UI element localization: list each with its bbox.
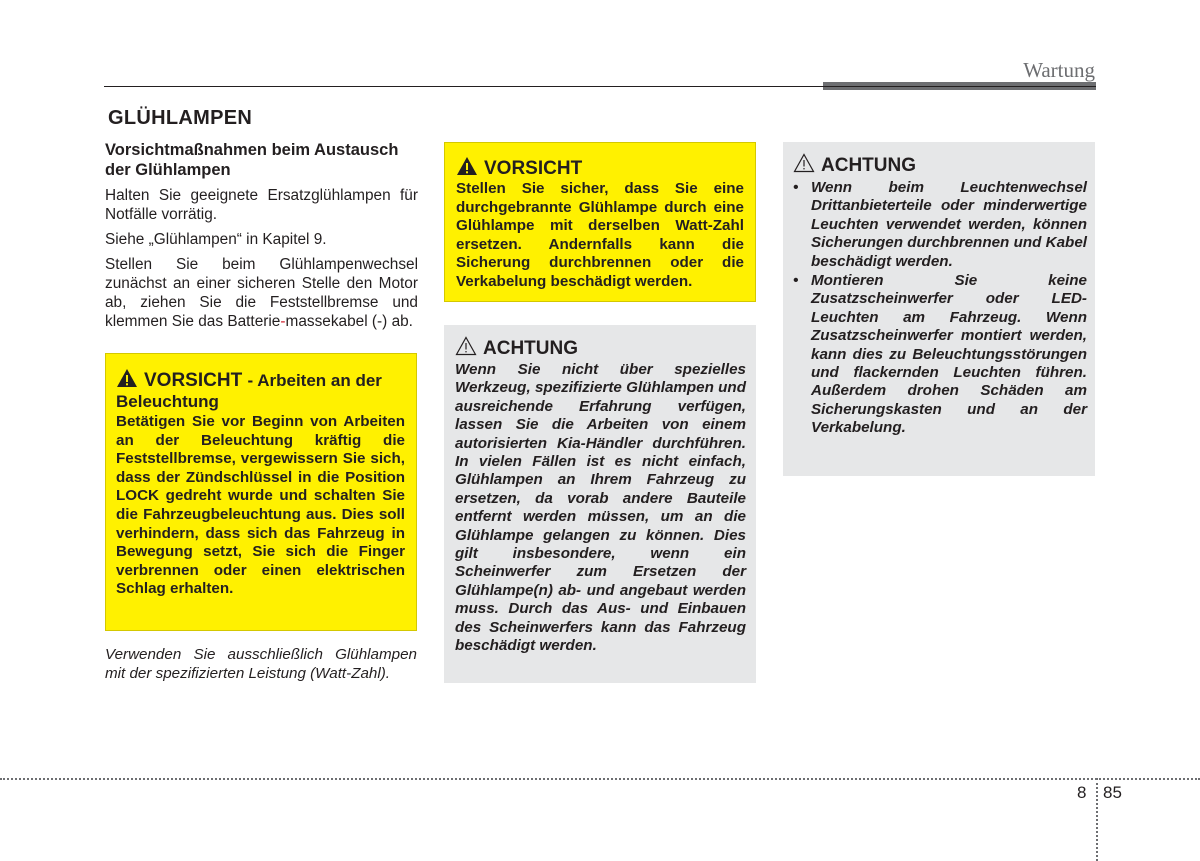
caution-title	[793, 153, 1087, 178]
caution-title-label: ACHTUNG	[821, 155, 916, 176]
warning-title-label: VORSICHT	[484, 158, 583, 179]
warning-title-label: VORSICHT	[144, 370, 243, 391]
warning-box-bulb-wattage	[444, 142, 756, 302]
bullet-text: Montieren Sie keine Zusatzscheinwerfer oder LED-Leuchten am Fahrzeug. Wenn Zusatzscheinwerfer montiert werden, kann dies zu Beleuchtungsstörungen und flackernden Leuchten führen. Außerdem drohen Schäden am Sicherungskasten und an der Verkabelung.	[811, 272, 1087, 437]
caution-title-label: ACHTUNG	[483, 338, 578, 359]
warning-triangle-icon	[456, 156, 478, 176]
running-header-title: Wartung	[1023, 58, 1095, 82]
warning-box-lighting-work	[105, 353, 417, 631]
caution-triangle-icon	[793, 153, 815, 173]
page-number: 85	[1103, 783, 1122, 802]
warning-triangle-icon	[116, 368, 138, 388]
section-heading: GLÜHLAMPEN	[108, 107, 253, 129]
caution-box-special-tools	[444, 325, 756, 683]
warning-title	[456, 156, 744, 179]
caution-triangle-icon	[455, 336, 477, 356]
list-item	[793, 179, 1087, 271]
warning-subtitle: - Arbeiten an der Beleuchtung	[116, 371, 382, 411]
list-item	[793, 272, 1087, 438]
bullet-text: Wenn beim Leuchtenwechsel Drittanbieterteile oder minderwertige Leuchten verwendet werden, können Sicherungen durchbrennen und Kabel beschädigt werden.	[811, 179, 1087, 270]
footer-dotted-divider	[1096, 778, 1098, 861]
engine-off-text: Stellen Sie beim Glühlampenwechsel zunächst an einer sicheren Stelle den Motor ab, ziehen Sie die Feststellbremse und klemmen Sie das Batterie	[105, 256, 418, 330]
caution-title	[455, 336, 746, 361]
warning-body: Stellen Sie sicher, dass Sie eine durchgebrannte Glühlampe durch eine Glühlampe mit derselben Watt-Zahl ersetzen. Andernfalls kann die Sicherung durchbrennen oder die Verkabelung beschädigt werden.	[456, 180, 744, 290]
bullet-dot: •	[793, 272, 799, 290]
hyphen-mark: -	[280, 313, 286, 330]
chapter-number: 8	[1077, 783, 1087, 802]
warning-title	[116, 368, 405, 412]
intro-column	[105, 140, 418, 337]
warning-body: Betätigen Sie vor Beginn von Arbeiten an der Beleuchtung kräftig die Feststellbremse, vergewissern Sie sich, dass der Zündschlüssel in die Position LOCK gedreht wurde und schalten Sie die Fahrzeugbeleuchtung aus. Dies soll verhindern, dass sich das Fahrzeug in Bewegung setzt, Sie sich die Finger verbrennen oder einen elektrischen Schlag erhalten.	[116, 413, 405, 598]
chapter-reference-paragraph: Siehe „Glühlampen“ in Kapitel 9.	[105, 231, 327, 248]
spare-bulbs-paragraph: Halten Sie geeignete Ersatzglühlampen für Notfälle vorrätig.	[105, 187, 418, 223]
bullet-dot: •	[793, 179, 799, 196]
caution-box-third-party-parts	[783, 142, 1095, 476]
precautions-subheading: Vorsichtmaßnahmen beim Austausch der Glühlampen	[105, 141, 399, 179]
engine-off-text-end: massekabel (-) ab.	[285, 313, 413, 330]
caution-body: Wenn Sie nicht über spezielles Werkzeug, spezifizierte Glühlampen und ausreichende Erfahrung verfügen, lassen Sie die Arbeiten von einem autorisierten Kia-Händler durchführen. In vielen Fällen ist es nicht einfach, Glühlampen an Ihrem Fahrzeug zu ersetzen, da vorab andere Bauteile entfernt werden müssen, um an die Glühlampe gelangen zu können. Dies gilt insbesondere, wenn ein Scheinwerfer zum Ersetzen der Glühlampe(n) ab- und angebaut werden muss. Durch das Aus- und Einbauen des Scheinwerfers kann das Fahrzeug beschädigt werden.	[455, 361, 746, 655]
header-rule	[104, 86, 1096, 87]
wattage-note: Verwenden Sie ausschließlich Glühlampen mit der spezifizierten Leistung (Watt-Zahl).	[105, 646, 417, 682]
engine-off-paragraph	[105, 255, 418, 331]
footer-dotted-rule	[0, 778, 1200, 780]
